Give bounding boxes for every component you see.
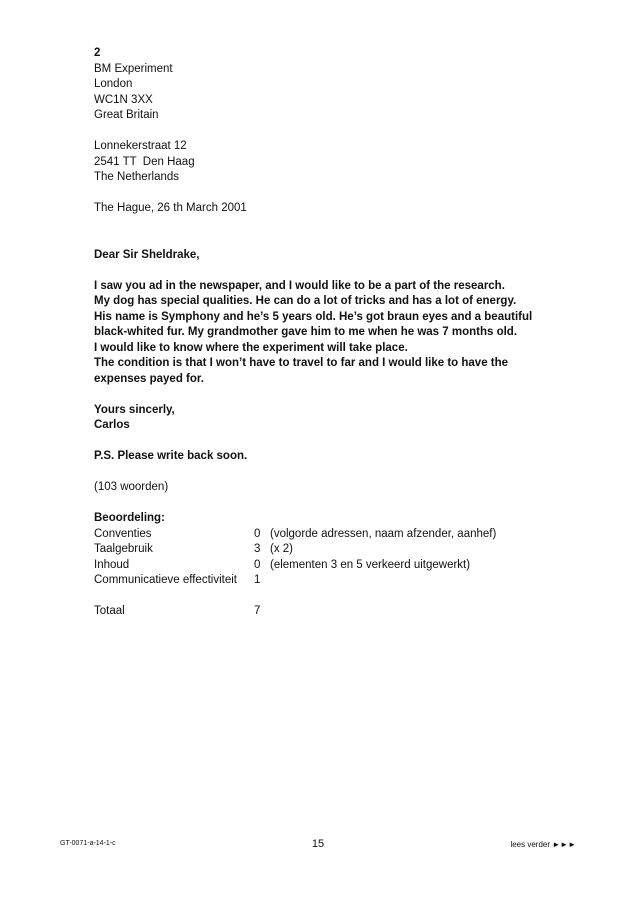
body-paragraph: I would like to know where the experiment will take place. <box>94 341 408 354</box>
recipient-address <box>94 62 554 124</box>
recipient-line: Great Britain <box>94 109 159 121</box>
salutation: Dear Sir Sheldrake, <box>94 248 200 261</box>
criterion-label: Communicatieve effectiviteit <box>94 574 237 586</box>
recipient-line: WC1N 3XX <box>94 93 153 106</box>
page-number: 15 <box>311 838 325 850</box>
sender-line: 2541 TT Den Haag <box>94 155 195 168</box>
continue-indicator: lees verder ►►► <box>510 840 576 849</box>
assessment-row <box>94 542 554 558</box>
criterion-note: (elementen 3 en 5 verkeerd uitgewerkt) <box>270 558 471 571</box>
criterion-label: Inhoud <box>94 558 130 571</box>
body-paragraph: The condition is that I won’t have to travel to far and I would like to have the expenses payed for. <box>94 357 509 385</box>
criterion-label: Conventies <box>94 527 152 540</box>
assessment-row <box>94 573 554 589</box>
letter-date: The Hague, 26 th March 2001 <box>94 202 247 214</box>
body-paragraph: I saw you ad in the newspaper, and I would like to be a part of the research. <box>94 279 505 292</box>
assessment-row <box>94 558 554 574</box>
criterion-label: Taalgebruik <box>94 543 153 555</box>
signature: Carlos <box>94 419 130 431</box>
letter-content <box>94 46 554 620</box>
closing: Yours sincerly, <box>94 403 175 416</box>
postscript: P.S. Please write back soon. <box>94 450 248 462</box>
assessment-heading: Beoordeling: <box>94 512 165 524</box>
total-score: 7 <box>254 605 261 617</box>
word-count: (103 woorden) <box>94 481 169 493</box>
criterion-note: (x 2) <box>270 543 293 555</box>
assessment-table <box>94 527 554 589</box>
document-code: GT-0071-a-14-1-c <box>60 840 116 847</box>
sender-line: Lonnekerstraat 12 <box>94 140 187 152</box>
total-row <box>94 604 554 620</box>
body-paragraph: My dog has special qualities. He can do a lot of tricks and has a lot of energy. <box>94 295 517 307</box>
assessment-row <box>94 527 554 543</box>
sender-line: The Netherlands <box>94 171 180 183</box>
recipient-line: London <box>94 78 133 90</box>
recipient-line: BM Experiment <box>94 62 173 75</box>
criterion-score: 3 <box>254 543 261 555</box>
page-footer <box>0 838 636 852</box>
criterion-score: 1 <box>254 574 261 586</box>
body-paragraph: His name is Symphony and he’s 5 years old. He’s got braun eyes and a beautiful black-whited fur. My grandmother gave him to me when he was 7 months old. <box>94 310 533 338</box>
criterion-score: 0 <box>254 527 261 540</box>
sender-address <box>94 139 554 186</box>
criterion-note: (volgorde adressen, naam afzender, aanhef) <box>270 527 497 540</box>
letter-body <box>94 279 554 388</box>
criterion-score: 0 <box>254 558 261 571</box>
letter-number: 2 <box>94 47 101 59</box>
total-label: Totaal <box>94 605 125 617</box>
